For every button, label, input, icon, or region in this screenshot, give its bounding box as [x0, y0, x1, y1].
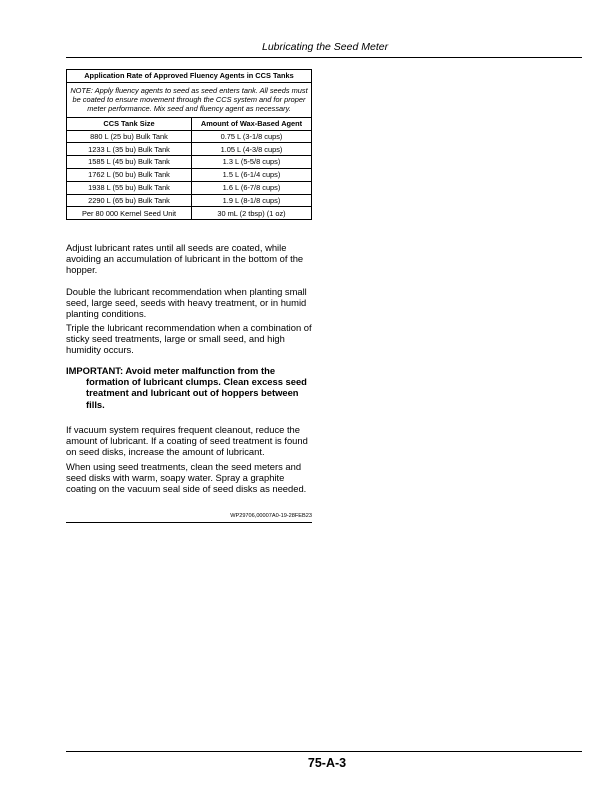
- table-row: [67, 181, 312, 194]
- paragraph-seed-treatments: When using seed treatments, clean the seed meters and seed disks with warm, soapy water. Spray a graphite coating on the vacuum seal side of seed disks as needed.: [66, 461, 307, 495]
- paragraph-triple-recommendation: Triple the lubricant recommendation when a combination of sticky seed treatments, large or small seed, and high humidity occurs.: [66, 322, 312, 356]
- tank-size-cell: 1585 L (45 bu) Bulk Tank: [67, 156, 192, 169]
- paragraph-vacuum-cleanout: If vacuum system requires frequent cleanout, reduce the amount of lubricant. If a coating of seed treatment is found on seed disks, increase the amount of lubricant.: [66, 424, 308, 458]
- tank-size-cell: 880 L (25 bu) Bulk Tank: [67, 130, 192, 143]
- table-row: [67, 143, 312, 156]
- fluency-agent-table: [66, 69, 312, 220]
- wax-amount-cell: 30 mL (2 tbsp) (1 oz): [192, 207, 312, 220]
- wax-amount-cell: 1.6 L (6-7/8 cups): [192, 181, 312, 194]
- table-row: [67, 207, 312, 220]
- running-header-title: Lubricating the Seed Meter: [262, 41, 389, 53]
- section-end-divider: [66, 522, 312, 523]
- wax-amount-cell: 1.5 L (6-1/4 cups): [192, 169, 312, 182]
- wax-amount-cell: 1.9 L (8-1/8 cups): [192, 194, 312, 207]
- wax-amount-cell: 1.05 L (4-3/8 cups): [192, 143, 312, 156]
- table-row: [67, 169, 312, 182]
- tank-size-cell: 1938 L (55 bu) Bulk Tank: [67, 181, 192, 194]
- wax-amount-cell: 1.3 L (5-5/8 cups): [192, 156, 312, 169]
- column-header-wax-amount: Amount of Wax-Based Agent: [192, 117, 312, 130]
- tank-size-cell: 1762 L (50 bu) Bulk Tank: [67, 169, 192, 182]
- reference-code: WP29706,00007A0-19-28FEB23: [230, 513, 312, 519]
- important-notice-lead: IMPORTANT: Avoid meter malfunction from the: [66, 365, 276, 376]
- important-notice: [66, 365, 316, 410]
- tank-size-cell: Per 80 000 Kernel Seed Unit: [67, 207, 192, 220]
- paragraph-double-recommendation: Double the lubricant recommendation when planting small seed, large seed, seeds with heavy treatment, or in humid planting conditions.: [66, 286, 307, 320]
- table-row: [67, 130, 312, 143]
- table-row: [67, 156, 312, 169]
- footer-divider: [66, 751, 582, 752]
- page-number: 75-A-3: [307, 756, 347, 770]
- column-header-tank-size: CCS Tank Size: [67, 117, 192, 130]
- table-row: [67, 194, 312, 207]
- header-divider: [66, 57, 582, 58]
- wax-amount-cell: 0.75 L (3-1/8 cups): [192, 130, 312, 143]
- paragraph-adjust-rates: Adjust lubricant rates until all seeds are coated, while avoiding an accumulation of lubricant in the bottom of the hopper.: [66, 242, 304, 276]
- table-caption: Application Rate of Approved Fluency Agents in CCS Tanks: [67, 70, 312, 83]
- tank-size-cell: 2290 L (65 bu) Bulk Tank: [67, 194, 192, 207]
- tank-size-cell: 1233 L (35 bu) Bulk Tank: [67, 143, 192, 156]
- table-note: NOTE: Apply fluency agents to seed as seed enters tank. All seeds must be coated to ensure movement through the CCS system and for proper meter performance. Mix seed and fluency agent as necessary.: [67, 83, 312, 118]
- important-notice-body: formation of lubricant clumps. Clean excess seed treatment and lubricant out of hoppers between fills.: [86, 376, 307, 410]
